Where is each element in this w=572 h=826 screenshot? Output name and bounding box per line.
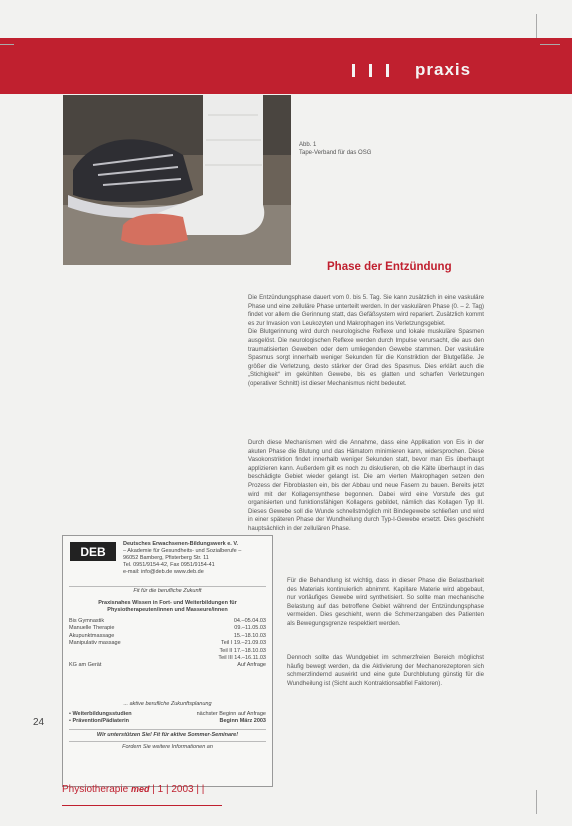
ad-divider bbox=[69, 586, 266, 587]
header-band bbox=[0, 38, 572, 94]
paragraph-1 bbox=[248, 294, 484, 389]
header-bars bbox=[352, 64, 389, 77]
ad-course-date: Teil I 19.–21.09.03 bbox=[221, 640, 266, 647]
section-heading: Phase der Entzündung bbox=[327, 261, 452, 273]
ad-offer-line-2: Physiotherapeuten/innen und Masseure/innen bbox=[107, 607, 228, 613]
ad-bullet-row bbox=[69, 711, 266, 718]
ad-note-1: Wir unterstützen Sie! Fit für aktive Sommer-Seminare! bbox=[96, 732, 239, 738]
ad-bullet-detail: Beginn März 2003 bbox=[219, 718, 266, 725]
ad-course-date: Auf Anfrage bbox=[237, 662, 266, 669]
footer-separator: | | bbox=[196, 784, 205, 795]
ad-course-date: 15.–18.10.03 bbox=[233, 632, 266, 639]
ad-course-date: 04.–05.04.03 bbox=[233, 618, 266, 624]
ad-bullet-detail: nächster Beginn auf Anfrage bbox=[196, 711, 266, 717]
ankle-tape-photo bbox=[63, 95, 291, 265]
ad-offer-line-1: Praxisnahes Wissen in Fort- und Weiterbildungen für bbox=[98, 600, 237, 606]
paragraph-3: Für die Behandlung ist wichtig, dass in dieser Phase die Belastbarkeit des Materials kontinuierlich abnimmt. Kapillare Materie wird abgebaut, nur vorläufiges Gewebe wird synthetisiert. So sollte man mechanische Belastung auf das betroffene Gebiet während der Entzündungsphase vermeiden. Dies geschieht, wenn die Schmerzangaben des Patienten als Bewegungsgrenze respektiert werden. bbox=[287, 577, 484, 627]
ad-course-row bbox=[69, 640, 266, 647]
paragraph-4: Dennoch sollte das Wundgebiet im schmerzfreien Bereich möglichst häufig bewegt werden, da die Aktivierung der Mechanorezeptoren sich schmerzlindernd auswirkt und eine gute Durchblutung günstig für die Wundheilung ist (Sicht auch Kontraktionsabfiel Faktoren). bbox=[287, 654, 484, 687]
ad-course-row bbox=[69, 633, 266, 640]
ad-bullet-name: • Weiterbildungsstudien bbox=[69, 711, 132, 717]
ad-course-list bbox=[69, 618, 266, 670]
ad-course-name: Manipulativ massage bbox=[69, 640, 121, 647]
footer-rule bbox=[62, 805, 222, 806]
ad-course-row bbox=[69, 648, 266, 655]
ad-contact: e-mail: info@deb.de www.deb.de bbox=[123, 569, 204, 575]
ad-course-date: Teil III 14.–16.11.03 bbox=[218, 655, 266, 662]
ad-address: 96052 Bamberg, Pfisterberg Str. 11 bbox=[123, 555, 209, 561]
ad-phone: Tel. 0951/9154-42, Fax 0951/9154-41 bbox=[123, 562, 215, 568]
ad-bullet-row bbox=[69, 718, 266, 725]
journal-name: Physiotherapie bbox=[62, 784, 129, 795]
ad-bullets-title: ... aktive berufliche Zukunftsplanung bbox=[123, 701, 212, 707]
ad-org-sub: – Akademie für Gesundheits- und Sozialberufe – bbox=[123, 548, 242, 554]
ad-bullet-name: • Prävention/Pädiaterin bbox=[69, 718, 130, 725]
deb-logo bbox=[70, 542, 116, 561]
ad-course-row bbox=[69, 625, 266, 632]
paragraph-1-b: Die Blutgerinnung wird durch neurologische Reflexe und lokale muskuläre Spasmen ausgelöst. Die neurologischen Reflexe werden durch Impulse verursacht, die aus den traumatisierten Geweben oder dem umliegenden Gewebe stammen. Der vaskuläre Spasmus sorgt innerhalb weniger Sekunden für die Konstriktion der Blutgefäße. Je größer die Verletzung, desto stärker der Grad des Spasmus. Dies erklärt auch die „Stichigkeit“ im gekühlten Gewebe, bis es glatten und scharfen Verletzungen (operativer Schnitt) ist dieser Mechanismus nicht bedeutet. bbox=[248, 328, 484, 387]
ad-course-row bbox=[69, 655, 266, 662]
crop-mark bbox=[536, 14, 537, 38]
journal-suffix: med bbox=[130, 784, 150, 794]
issue-year: 2003 bbox=[171, 784, 194, 795]
header-bar bbox=[386, 64, 389, 77]
footer-separator: | bbox=[165, 784, 172, 795]
footer-journal bbox=[62, 784, 204, 795]
figure-caption bbox=[299, 141, 371, 157]
header-bar bbox=[352, 64, 355, 77]
paragraph-1-a: Die Entzündungsphase dauert vom 0. bis 5. Tag. Sie kann zusätzlich in eine vaskuläre Phase und eine zelluläre Phase unterteilt werden. In der vaskulären Phase (0. – 2. Tag) findet vor allem die Gerinnung statt, das Gefäßsystem wird repariert. Zusätzlich kommt es zur Invasion von Leukozyten und Makrophagen ins Verletzungsgebiet. bbox=[248, 294, 484, 327]
ad-course-date: Teil II 17.–18.10.03 bbox=[219, 647, 266, 654]
ad-org-name: Deutsches Erwachsenen-Bildungswerk e. V. bbox=[123, 541, 239, 547]
page-number: 24 bbox=[33, 717, 45, 728]
ad-course-row bbox=[69, 618, 266, 625]
figure-label: Abb. 1 bbox=[299, 142, 317, 148]
ad-note-2: Fordern Sie weitere Informationen an bbox=[122, 744, 213, 750]
ad-course-name: Bis Gymnastik bbox=[69, 618, 105, 624]
ad-divider bbox=[69, 729, 266, 730]
ad-organization bbox=[123, 541, 268, 576]
ad-divider bbox=[69, 741, 266, 742]
ad-course-name: KG am Gerät bbox=[69, 662, 102, 669]
ad-course-name: Akupunktmassage bbox=[69, 632, 115, 639]
footer-separator: | bbox=[152, 784, 158, 795]
ad-course-name: Manuelle Therapie bbox=[69, 625, 115, 632]
ad-course-row bbox=[69, 662, 266, 669]
ad-tagline: Fit für die berufliche Zukunft bbox=[133, 588, 202, 594]
crop-mark bbox=[536, 790, 537, 814]
ad-offer bbox=[67, 600, 268, 614]
svg-text:DEB: DEB bbox=[80, 545, 106, 559]
header-bar bbox=[369, 64, 372, 77]
crop-mark bbox=[540, 44, 560, 45]
ad-course-date: 09.–11.05.03 bbox=[234, 625, 266, 632]
issue-number: 1 bbox=[157, 784, 164, 795]
advertisement-box bbox=[62, 535, 273, 787]
crop-mark bbox=[0, 44, 14, 45]
ad-bullet-list bbox=[69, 711, 266, 726]
section-title: praxis bbox=[415, 60, 472, 79]
paragraph-2: Durch diese Mechanismen wird die Annahme, dass eine Applikation von Eis in der akuten Phase die Blutung und das Hämatom minimieren kann, widersprochen. Diese Vasokonstriktion findet innerhalb weniger Sekunden statt, bevor man Eis überhaupt applizieren kann. Außerdem gilt es noch zu diskutieren, ob die Kälte überhaupt in das beschädigte Gebiet wieder gelangt ist. Die am vierten Makrophagen setzen den Prozess der Fibroblasten ein, bis der Abbau und neue Fasern zu bauen. Bereits jetzt wird mit der Kollagensynthese begonnen. Dabei wird eine Vorstufe des gut organisierten und funktionsfähigen Kollagens gebildet, nämlich das Kollagen Typ III. Dieses Gewebe soll die Wunde schnellstmöglich mit Bindegewebe schließen und wird in einer späteren Phase der Wundheilung durch Typ-I-Gewebe ersetzt. Dies geschieht hauptsächlich in der zellulären Phase. bbox=[248, 439, 484, 532]
figure-caption-text: Tape-Verband für das OSG bbox=[299, 150, 372, 156]
